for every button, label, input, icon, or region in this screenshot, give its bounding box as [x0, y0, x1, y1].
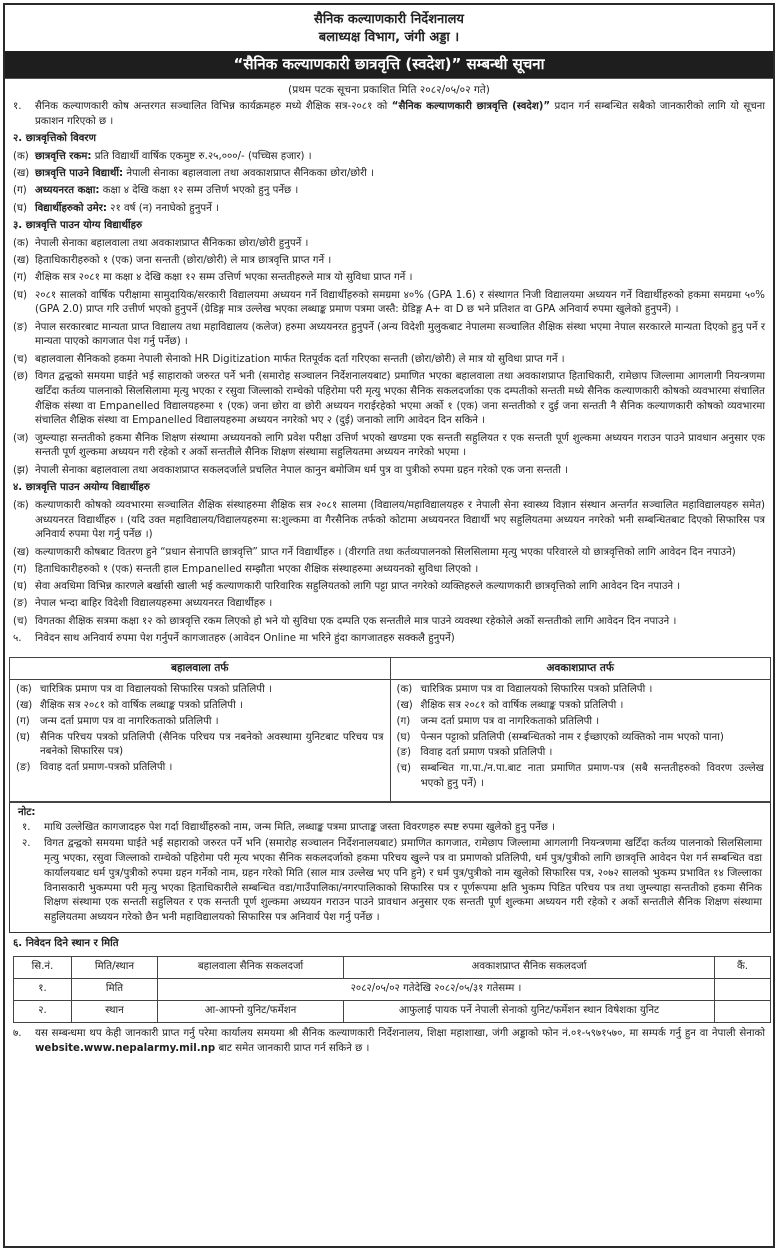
item-text: विगत द्वन्द्वको समयमा घाईते भई साहाराको जरुरत पर्ने भनी (समारोह सञ्चालन निर्देशनालयबाट) प्रमाणित भएका बहालवाला तथा अवकाशप्राप्त हिताधिकारी, रामेछाप जिल्लामा आगलागी नियन्त्रणमा खटिँदा कर्तव्य पालनाको सिलसिलामा मृत्यु भएका र रसुवा जिल्लाको राम्चेको पहिरोमा परी मृत्यु भएका सैनिक सकलदर्जाका एक दम्पतीको सन्तती मध्ये सैनिक कल्याणकारी कोषको व्यवभारमा संचालित शैक्षिक संस्था वा Empanelled विद्यालयहरुमा १ (एक) जना छोरा वा छोरी अध्ययन गराईरहेको भएमा अर्को १ (एक) जना सन्ततीको र दुई जना सन्तती नै सैनिक कल्याणकारी कोषको व्यवभारमा संचालित शैक्षिक संस्था वा Empanelled विद्यालयहरुमा अध्ययन नगरेको भए २ (दुई) जनाको लागि आवेदन दिन सकिने । [35, 371, 765, 427]
item-text: कल्याणकारी कोषबाट वितरण हुने “प्रधान सेनापति छात्रवृत्ति” प्राप्त गर्ने विद्यार्थीहरु । (वीरगति तथा कर्तव्यपालनको सिलसिलामा मृत्यु भएका परिवारले यो छात्रवृत्तिको लागि आवेदन दिन नपाउने) [35, 546, 736, 558]
application-section [5, 937, 773, 952]
text: यस सम्बन्धमा थप केही जानकारी प्राप्त गर्नु परेमा कार्यालय समयमा श्री सैनिक कल्याणकारी निर्देशनालय, शिक्षा महाशाखा, जंगी अड्डाको फोन नं.०१-५९७१५७०, मा सम्पर्क गर्नु हुन वा नेपाली सेनाको [35, 1027, 765, 1039]
item-marker: (घ) [13, 581, 27, 593]
list-item [18, 821, 762, 836]
serving-column-header: बहालवाला तर्फ [10, 658, 390, 680]
item-marker: (क) [13, 150, 29, 162]
list-item [13, 597, 765, 612]
col-header-remarks: कैं. [715, 956, 771, 978]
serving-documents [10, 680, 390, 801]
section-number: ७. [13, 1027, 22, 1039]
list-item [16, 731, 384, 761]
list-item [13, 563, 765, 578]
item-marker: (क) [396, 684, 413, 696]
item-text: सैनिक परिचय पत्रको प्रतिलिपी (सैनिक परिचय पत्र नबनेको अवस्थामा युनिटबाट परिचय पत्र नबनेको सिफारिस पत्र) [40, 731, 384, 758]
item-text [35, 202, 765, 217]
item-marker: (ख) [13, 255, 30, 267]
list-item [13, 580, 765, 595]
list-item [13, 184, 765, 199]
item-value: २१ वर्ष (न) ननाघेको हुनुपर्ने । [106, 202, 219, 214]
note-list [18, 821, 762, 926]
item-marker: (घ) [13, 289, 27, 301]
dept-name: बलाध्यक्ष विभाग, जंगी अड्डा । [318, 30, 460, 45]
notice-body [5, 100, 773, 647]
item-marker: (झ) [13, 464, 29, 476]
list-item [13, 370, 765, 429]
list-item [13, 202, 765, 217]
item-value: प्रति विद्यार्थी वार्षिक एकमुष्ट रु.२५,०००/- (पच्चिस हजार) । [91, 150, 312, 162]
contact-text [35, 1027, 765, 1057]
ineligible-students-list [13, 499, 765, 630]
item-text: नेपाली सेनाका बहालवाला तथा अवकाशप्राप्त सकलदर्जाले प्रचलित नेपाल कानुन बमोजिम धर्म पुत्र वा पुत्रीको रुपमा ग्रहन गरेको एक जना सन्तती । [35, 464, 568, 476]
text: सैनिक कल्याणकारी कोष अन्तरगत सञ्चालित विभिन्न कार्यक्रमहरु मध्ये शैक्षिक सत्र-२०८१ को [35, 101, 392, 112]
item-text: चारित्रिक प्रमाण पत्र वा विद्यालयको सिफारिस पत्रको प्रतिलिपी । [40, 684, 272, 696]
text: बाट समेत जानकारी प्राप्त गर्न सकिने छ । [215, 1042, 370, 1054]
serving-place: आ-आफ्नो युनिट/फर्मेशन [158, 1000, 344, 1022]
row-sn: २. [14, 1000, 72, 1022]
list-item [397, 699, 765, 714]
list-item [13, 237, 765, 252]
item-marker: (ग) [13, 272, 27, 284]
item-value: नेपाली सेनाका बहालवाला तथा अवकाशप्राप्त सैनिकका छोरा/छोरी । [123, 168, 374, 180]
item-text: शैक्षिक सत्र २०८१ को वार्षिक लब्धाङ्क पत्रको प्रतिलिपी । [40, 700, 243, 712]
retired-column-header: अवकाशप्राप्त तर्फ [390, 658, 770, 680]
note-box [9, 802, 771, 933]
item-text [35, 150, 765, 165]
section-number: ५. [13, 633, 22, 644]
item-marker: (क) [16, 684, 32, 696]
list-item [13, 353, 765, 368]
notice-page [3, 3, 775, 1248]
item-text: शैक्षिक सत्र २०८१ को वार्षिक लब्धाङ्क पत्रको प्रतिलिपी । [420, 700, 624, 712]
list-item [13, 254, 765, 269]
list-item [13, 464, 765, 479]
note-title: नोट: [18, 806, 36, 818]
item-marker: (च) [13, 353, 28, 365]
col-header-retired: अवकाशप्राप्त सैनिक सकलदर्जा [344, 956, 715, 978]
notice-title-banner: “सैनिक कल्याणकारी छात्रवृत्ति (स्वदेश)” सम्बन्धी सूचना [5, 51, 773, 78]
list-item [397, 715, 765, 730]
application-schedule-table [13, 956, 771, 1023]
eligible-students-list [13, 237, 765, 479]
item-marker: २. [22, 838, 31, 850]
item-marker: (ग) [13, 185, 27, 197]
row-label: स्थान [72, 1000, 158, 1022]
item-marker: (च) [13, 615, 28, 627]
website-link[interactable]: website.www.nepalarmy.mil.np [35, 1042, 216, 1054]
item-text: पेन्सन पट्टाको प्रतिलिपी (सम्बन्धितको नाम र ईच्छाएको व्यक्तिको नाम भएको पाना) [420, 731, 724, 743]
table-row [14, 978, 771, 1000]
item-text: विगतका शैक्षिक सत्रमा कक्षा १२ को छात्रवृत्ति रकम लिएको हो भने यो सुविधा एक दम्पति एक सन्ततीले मात्र पाउने व्यवस्था रहेकोले अर्को सन्ततीको लागि आवेदन दिन नपाउने । [35, 615, 677, 627]
item-marker: (क) [13, 499, 29, 511]
item-label: अध्ययनरत कक्षा: [35, 185, 100, 197]
item-text [35, 184, 765, 199]
item-marker: (छ) [13, 371, 29, 382]
section-1 [13, 100, 765, 130]
item-text: विवाह दर्ता प्रमाण-पत्रको प्रतिलिपी । [40, 762, 173, 774]
item-text: जन्म दर्ता प्रमाण पत्र वा नागरिकताको प्रतिलिपी । [420, 715, 600, 727]
scholarship-details-list [13, 150, 765, 217]
table-row [14, 1000, 771, 1022]
item-text: विगत द्वन्द्वको समयमा घाईते भई सहाराको जरुरत पर्ने भनि (समारोह सञ्चालन निर्देशनालयबाट) प्रमाणित कागजात, रामेछाप जिल्लामा आगलागी नियन्त्रणमा खटिँदा कर्तव्य पालनाको सिलसिलामा मृत्यु भएका, रसुवा जिल्लाको राम्चेको पहिरोमा परी मृत्य भएका सैनिक सकलदर्जाको हकमा परिचय खुल्ने पत्र वा प्रमाणको प्रतिलिपी, धर्म पुत्र/पुत्रीको लागि छात्रवृत्ति आवेदन पेश गर्न सम्बन्धित वडा कार्यालयबाट धर्म पुत्र/पुत्रीको रुपमा ग्रहन गर्नेको नाम, ग्रहन गरेको मिति (साल मात्र उल्लेख भए पनि हुने) र धर्म पुत्र/पुत्रीको नाम खुलेको सिफारिस पत्र, २०७२ सालको भुकम्प प्रभावित १४ जिल्लाका विनासकारी भुकम्पमा परी मृत्यु भएका हिताधिकारीले सम्बन्धित वडा/गाउँपालिका/नगरपालिकाको सिफारिस पत्र र पूर्णरूपमा क्षति भुकम्प पिडित परिचय पत्र तथा जुम्ल्याहा सन्ततीको हकमा सैनिक शिक्षण संस्थामा एक सन्तती सहुलियत र एक सन्तती पूर्ण शुल्कमा अध्ययन गराउन पाउने प्रावधान अनुसार एक सन्तती पूर्ण शुल्कमा अध्ययन गरी रहेको र अर्को सन्ततीले सैनिक शिक्षण संस्थामा सहुलियतमा अध्ययन गरेको छैन भनी महाविद्यालयको सिफारिस पत्र अनिवार्य पेश गर्नु पर्नेछ । [44, 838, 763, 924]
list-item [13, 150, 765, 165]
list-item [397, 746, 765, 761]
list-item [18, 837, 762, 926]
application-dates: २०८२/०५/०२ गतेदेखि २०८२/०५/३१ गतेसम्म । [158, 978, 715, 1000]
item-marker: (घ) [396, 731, 411, 743]
item-label: छात्रवृत्ति पाउने विद्यार्थी: [35, 168, 124, 180]
item-text: चारित्रिक प्रमाण पत्र वा विद्यालयको सिफारिस पत्रको प्रतिलिपी । [420, 684, 653, 696]
list-item [13, 546, 765, 561]
list-item [13, 499, 765, 543]
section-7 [5, 1027, 773, 1057]
item-text: नेपाल भन्दा बाहिर विदेशी विद्यालयहरुमा अध्ययनरत विद्यार्थीहरु । [35, 598, 273, 610]
item-text: जुम्ल्याहा सन्ततीको हकमा सैनिक शिक्षण संस्थामा अध्ययनको लागि प्रवेश परीक्षा उत्तिर्ण भएको खण्डमा एक सन्तती सहुलियत र एक सन्तती पूर्ण शुल्कमा अध्ययन गराउन पाउने प्रावधान अनुसार एक सन्तती पूर्ण शुल्कमा अध्ययन गरी रहेको र अर्को सन्ततीले सैनिक शिक्षण संस्थामा सहुलियतमा अध्ययन नगरेको भएमा । [35, 432, 765, 459]
row-remark [715, 1000, 771, 1022]
section-number: १. [13, 101, 22, 112]
list-item [397, 731, 765, 746]
item-text: सम्बन्धित गा.पा./न.पा.बाट नाता प्रमाणित प्रमाण-पत्र (सबै सन्ततीहरुको विवरण उल्लेख भएको हुनु पर्ने) । [420, 763, 764, 789]
list-item [13, 432, 765, 462]
table-header-row [14, 956, 771, 978]
item-marker: (ङ) [396, 747, 411, 759]
item-text: सेवा अवधिमा विभिन्न कारणले बर्खासी खाली भई कल्याणकारी पारिवारिक सहुलियतको लागि पट्टा प्राप्त नगरेको व्यक्तिहरुले कल्याणकारी छात्रवृत्तिको लागि आवेदन दिन नपाउने । [35, 581, 681, 593]
col-header-serving: बहालवाला सैनिक सकलदर्जा [158, 956, 344, 978]
item-marker: (घ) [16, 731, 30, 743]
item-marker: १. [22, 821, 31, 833]
item-marker: (ङ) [16, 762, 31, 774]
item-text: २०८१ सालको वार्षिक परीक्षामा सामुदायिक/सरकारी विद्यालयमा अध्ययन गर्ने विद्यार्थीहरुको समग्रमा ४०% (GPA 1.6) र संस्थागत निजी विद्यालयमा अध्ययन गर्ने विद्यार्थीहरुको हकमा समग्रमा ५०% (GPA 2.0) प्राप्त गरि उत्तीर्ण भएको हुनुपर्ने (ग्रेडिङ्ग मात्र उल्लेख भएका लब्धाङ्क प्रमाण पत्रमा जस्तै: ग्रेडिङ्ग A+ वा D छ भने प्रतिशत वा GPA अनिवार्य रुपमा खुलेको हुनुपर्ने) । [35, 289, 765, 316]
item-marker: (ग) [396, 715, 411, 727]
col-header-date-place: मिति/स्थान [72, 956, 158, 978]
section-4-title: ४. छात्रवृत्ति पाउन अयोग्य विद्यार्थीहरु [13, 481, 150, 493]
list-item [13, 289, 765, 319]
list-item [397, 762, 765, 792]
section-5-text: निवेदन साथ अनिवार्य रुपमा पेश गर्नुपर्ने कागजातहरु (आवेदन Online मा भरिने हुंदा कागजातहरु सक्कलै हुनुपर्ने) [35, 633, 455, 644]
item-text: जन्म दर्ता प्रमाण पत्र वा नागरिकताको प्रतिलिपी । [40, 715, 219, 727]
item-text: हिताधिकारीहरुको १ (एक) सन्तती हाल Empanelled सम्झौता भएका शैक्षिक संस्थाहरुमा अध्ययनको सुविधा लिएको । [35, 563, 479, 575]
item-text: विवाह दर्ता प्रमाण पत्रको प्रतिलिपी । [420, 747, 553, 759]
col-header-sn: सि.नं. [14, 956, 72, 978]
item-text: कल्याणकारी कोषको व्यवभारमा सञ्चालित शैक्षिक संस्थाहरुमा शैक्षिक सत्र २०८१ सालमा (विद्यालय/महाविद्यालयहरु र नेपाली सेना स्वास्थ्य विज्ञान संस्थान अन्तर्गत सञ्चालित महाविद्यालयहरु समेत) अध्ययनरत विद्यार्थीहरु । (यदि उक्त महाविद्यालय/विद्यालयहरुमा स:शुल्कमा वा गैरसैनिक तर्फको कोटामा अध्ययनरत विद्यार्थी भए सहुलियतमा अध्ययन नगरेको भनी सम्बन्धितबाट दिएको सिफारिस पत्र अनिवार्य रुपमा पेश गर्नु पर्नेछ ।) [35, 499, 765, 541]
published-date: (प्रथम पटक सूचना प्रकाशित मिति २०८२/०५/०२ गते) [5, 78, 773, 100]
item-label: विद्यार्थीहरुको उमेर: [35, 202, 107, 214]
item-text: बहालवाला सैनिकको हकमा नेपाली सेनाको HR Digitization मार्फत रितपूर्वक दर्ता गरिएका सन्तती (छोरा/छोरी) ले मात्र यो सुविधा प्राप्त गर्ने । [35, 353, 565, 365]
item-marker: (ख) [13, 546, 30, 558]
item-text: शैक्षिक सत्र २०८१ मा कक्षा ४ देखि कक्षा १२ सम्म उत्तिर्ण भएका सन्ततीहरुले मात्र यो सुविधा प्राप्त गर्ने । [35, 272, 413, 284]
section-6-title: ६. निवेदन दिने स्थान र मिति [13, 938, 119, 949]
item-marker: (ख) [16, 700, 33, 712]
row-label: मिति [72, 978, 158, 1000]
item-marker: (ग) [13, 563, 27, 575]
section-2-title: २. छात्रवृत्तिको विवरण [13, 133, 96, 145]
item-marker: (ङ) [13, 321, 28, 333]
list-item [16, 715, 384, 730]
list-item [16, 699, 384, 714]
retired-place: आफुलाई पायक पर्ने नेपाली सेनाको युनिट/फर्मेशन स्थान विषेशका युनिट [344, 1000, 715, 1022]
org-name: सैनिक कल्याणकारी निर्देशनालय [314, 12, 464, 27]
section-1-text [35, 100, 765, 130]
section-5 [13, 632, 765, 647]
item-text: नेपाली सेनाका बहालवाला तथा अवकाशप्राप्त सैनिकका छोरा/छोरी हुनुपर्ने । [35, 237, 309, 249]
contact-info [13, 1027, 765, 1057]
row-remark [715, 978, 771, 1000]
list-item [16, 761, 384, 776]
list-item [397, 683, 765, 698]
list-item [13, 167, 765, 182]
retired-documents [390, 680, 770, 801]
item-text [35, 167, 765, 182]
item-marker: (ख) [13, 168, 30, 180]
notice-header [5, 5, 773, 51]
text: प्रदान गर्न सम्बन्धित सबैको जानकारीको लागि यो सूचना प्रकाशन गरिएको छ । [35, 101, 765, 127]
item-text: नेपाल सरकारबाट मान्यता प्राप्त विद्यालय तथा महाविद्यालय (कलेज) हरुमा अध्ययनरत हुनुपर्ने (अन्य विदेशी मुलुकबाट नेपालमा सञ्चालित शैक्षिक संस्था भएमा नेपाल सरकारले मान्यता दिएको हुनु पर्ने र मान्यता पाएको कागजात पेश गर्नु पर्नेछ) । [35, 321, 765, 348]
list-item [13, 321, 765, 351]
item-label: छात्रवृत्ति रकम: [35, 150, 92, 162]
list-item [13, 271, 765, 286]
item-marker: (ज) [13, 432, 29, 444]
item-value: कक्षा ४ देखि कक्षा १२ सम्म उत्तिर्ण भएको हुनु पर्नेछ । [99, 185, 299, 197]
scholarship-name: “सैनिक कल्याणकारी छात्रवृत्ति (स्वदेश)” [391, 101, 551, 112]
row-sn: १. [14, 978, 72, 1000]
item-marker: (च) [396, 763, 411, 775]
item-text: हिताधिकारीहरुको १ (एक) जना सन्तती (छोरा/छोरी) ले मात्र छात्रवृत्ति प्राप्त गर्ने । [35, 255, 332, 267]
list-item [13, 615, 765, 630]
item-marker: (ङ) [13, 598, 28, 610]
item-marker: (ग) [16, 715, 30, 727]
item-marker: (घ) [13, 202, 27, 214]
item-text: माथि उल्लेखित कागजादहरु पेश गर्दा विद्यार्थीहरुको नाम, जन्म मिति, लब्धाङ्क पत्रमा प्राप्ताङ्क जस्ता विवरणहरु स्पष्ट रुपमा खुलेको हुनु पर्नेछ । [44, 821, 556, 833]
required-documents-table [9, 657, 771, 802]
list-item [16, 683, 384, 698]
item-marker: (क) [13, 237, 29, 249]
section-3-title: ३. छात्रवृत्ति पाउन योग्य विद्यार्थीहरु [13, 219, 143, 231]
item-marker: (ख) [396, 700, 413, 712]
